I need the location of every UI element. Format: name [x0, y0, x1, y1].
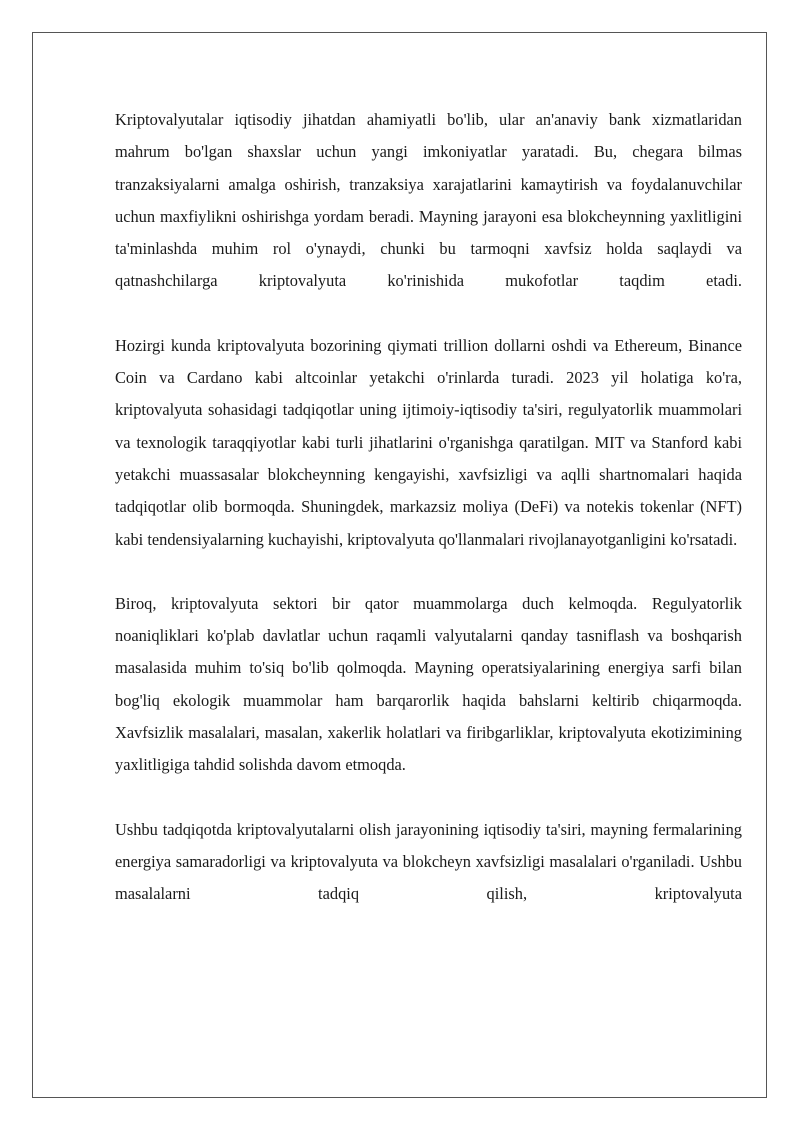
document-body [115, 104, 742, 911]
paragraph-4: Ushbu tadqiqotda kriptovalyutalarni olish jarayonining iqtisodiy ta'siri, mayning fermalarining energiya samaradorligi va kriptovalyuta va blokcheyn xavfsizligi masalalari o'rganiladi. Ushbu masalalarni tadqiq qilish, kriptovalyuta [115, 819, 742, 904]
paragraph-2: Hozirgi kunda kriptovalyuta bozorining qiymati trillion dollarni oshdi va Ethereum, Binance Coin va Cardano kabi altcoinlar yetakchi o'rinlarda turadi. 2023 yil holatiga ko'ra, kriptovalyuta sohasidagi tadqiqotlar uning ijtimoiy-iqtisodiy ta'siri, regulyatorlik muammolari va texnologik taraqqiyotlar kabi turli jihatlarini o'rganishga qaratilgan. MIT va Stanford kabi yetakchi muassasalar blokcheynning kengayishi, xavfsizligi va aqlli shartnomalari haqida tadqiqotlar olib bormoqda. Shuningdek, markazsiz moliya (DeFi) va notekis tokenlar (NFT) kabi tendensiyalarning kuchayishi, kriptovalyuta qo'llanmalari rivojlanayotganligini ko'rsatadi. [115, 335, 742, 549]
paragraph-1: Kriptovalyutalar iqtisodiy jihatdan ahamiyatli bo'lib, ular an'anaviy bank xizmatlaridan mahrum bo'lgan shaxslar uchun yangi imkoniyatlar yaratadi. Bu, chegara bilmas tranzaksiyalarni amalga oshirish, tranzaksiya xarajatlarini kamaytirish va foydalanuvchilar uchun maxfiylikni oshirishga yordam beradi. Mayning jarayoni esa blokcheynning yaxlitligini ta'minlashda muhim rol o'ynaydi, chunki bu tarmoqni xavfsiz holda saqlaydi va qatnashchilarga kriptovalyuta ko'rinishida mukofotlar taqdim etadi. [115, 110, 742, 291]
paragraph-3: Biroq, kriptovalyuta sektori bir qator muammolarga duch kelmoqda. Regulyatorlik noaniqliklari ko'plab davlatlar uchun raqamli valyutalarni qanday tasniflash va boshqarish masalasida muhim to'siq bo'lib qolmoqda. Mayning operatsiyalarining energiya sarfi bilan bog'liq ekologik muammolar ham barqarorlik haqida bahslarni keltirib chiqarmoqda. Xavfsizlik masalalari, masalan, xakerlik holatlari va firibgarliklar, kriptovalyuta ekotizimining yaxlitligiga tahdid solishda davom etmoqda. [115, 593, 742, 775]
